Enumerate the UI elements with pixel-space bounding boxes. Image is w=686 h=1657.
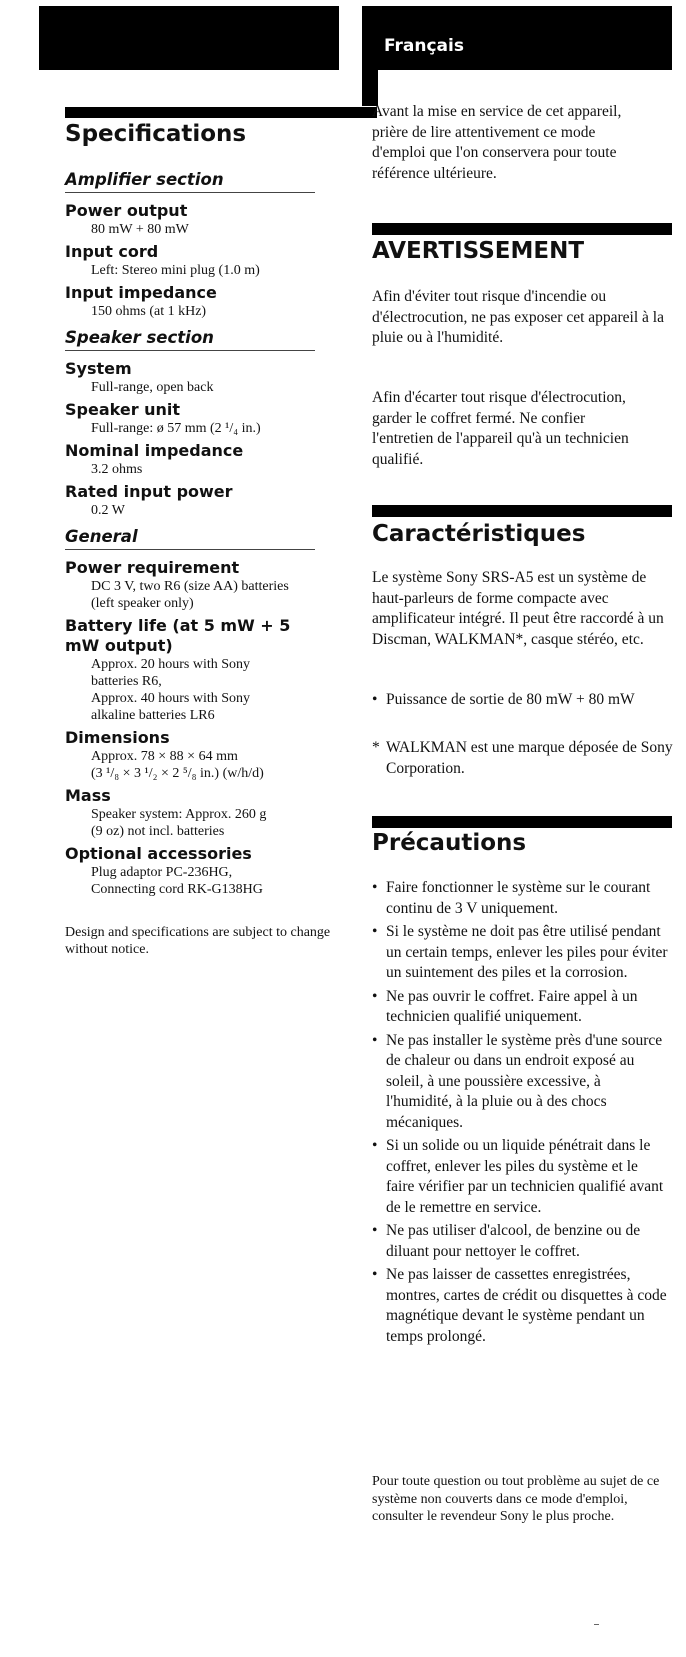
list-item: • Faire fonctionner le système sur le courant continu de 3 V uniquement. xyxy=(372,878,668,919)
spec-value: alkaline batteries LR6 xyxy=(91,708,215,723)
language-label: Français xyxy=(384,36,464,56)
section-heading-speaker: Speaker section xyxy=(65,328,315,351)
avertissement-title: AVERTISSEMENT xyxy=(372,238,585,264)
section-heading-amplifier: Amplifier section xyxy=(65,170,315,193)
spec-label: Nominal impedance xyxy=(65,441,244,460)
specifications-title-rule xyxy=(65,107,377,118)
caracteristiques-rule xyxy=(372,505,672,517)
spec-label: Input cord xyxy=(65,242,159,261)
spec-label: Mass xyxy=(65,786,111,805)
specifications-footnote: Design and specifications are subject to change without notice. xyxy=(65,925,331,957)
spec-label: Dimensions xyxy=(65,728,170,747)
spec-value: Approx. 78 × 88 × 64 mm xyxy=(91,749,238,764)
caracteristiques-title: Caractéristiques xyxy=(372,521,586,547)
list-item: • Ne pas ouvrir le coffret. Faire appel à un technicien qualifié uniquement. xyxy=(372,987,668,1028)
spec-label: Optional accessories xyxy=(65,844,252,863)
intro-paragraph: Avant la mise en service de cet appareil, prière de lire attentivement ce mode d'emploi que l'on conservera pour toute référence ultérieure. xyxy=(372,103,622,182)
spec-label: Input impedance xyxy=(65,283,217,302)
list-item: • Puissance de sortie de 80 mW + 80 mW xyxy=(372,690,662,711)
specifications-body xyxy=(65,170,331,958)
spec-value: (9 oz) not incl. batteries xyxy=(91,824,225,839)
walkman-note xyxy=(372,738,676,779)
spec-value: Plug adaptor PC-236HG, xyxy=(91,865,233,880)
spec-label: Power requirement xyxy=(65,558,240,577)
spec-value: (left speaker only) xyxy=(91,596,194,611)
list-item: • Si le système ne doit pas être utilisé pendant un certain temps, enlever les piles pour éviter un suintement des piles et la corrosion. xyxy=(372,922,668,984)
spec-value: Speaker system: Approx. 260 g xyxy=(91,807,267,822)
page-mark xyxy=(594,1624,599,1625)
caracteristiques-bullet-list xyxy=(372,690,662,711)
spec-value: Full-range: ø 57 mm (2 ¹/₄ in.) xyxy=(91,421,261,436)
spec-value: Approx. 40 hours with Sony xyxy=(91,691,251,706)
precautions-list xyxy=(372,878,668,1347)
language-tab-marker xyxy=(362,70,378,106)
list-item: • Ne pas utiliser d'alcool, de benzine ou de diluant pour nettoyer le coffret. xyxy=(372,1221,668,1262)
spec-value: batteries R6, xyxy=(91,674,162,689)
caracteristiques-paragraph: Le système Sony SRS-A5 est un système de haut-parleurs de forme compacte avec amplificateur intégré. Il peut être raccordé à un Discman, WALKMAN*, casque stéréo, etc. xyxy=(372,569,664,648)
spec-value: Full-range, open back xyxy=(91,380,214,395)
spec-label: Speaker unit xyxy=(65,400,181,419)
avertissement-paragraph-2: Afin d'écarter tout risque d'électrocution, garder le coffret fermé. Ne confier l'entretien de l'appareil qu'à un technicien qualifié. xyxy=(372,389,629,468)
avertissement-paragraph-1: Afin d'éviter tout risque d'incendie ou d'électrocution, ne pas exposer cet appareil à la pluie ou à l'humidité. xyxy=(372,288,664,346)
precautions-title: Précautions xyxy=(372,830,527,856)
list-item: • Si un solide ou un liquide pénétrait dans le coffret, enlever les piles du système et le faire vérifier par un technicien qualifié avant de le remettre en service. xyxy=(372,1136,668,1218)
spec-value: 0.2 W xyxy=(91,503,125,518)
spec-label: Rated input power xyxy=(65,482,233,501)
spec-value: (3 ¹/₈ × 3 ¹/₂ × 2 ⁵/₈ in.) (w/h/d) xyxy=(91,766,264,781)
note-text: WALKMAN est une marque déposée de Sony Corporation. xyxy=(386,739,673,777)
list-item: • Ne pas installer le système près d'une source de chaleur ou dans un endroit exposé au soleil, à une poussière excessive, à l'humidité, à la pluie ou à des chocs mécaniques. xyxy=(372,1031,668,1134)
spec-value: DC 3 V, two R6 (size AA) batteries xyxy=(91,579,289,594)
avertissement-rule xyxy=(372,223,672,235)
spec-value: 3.2 ohms xyxy=(91,462,143,477)
spec-label: Battery life (at 5 mW + 5 mW output) xyxy=(65,616,291,655)
precautions-closing: Pour toute question ou tout problème au sujet de ce système non couverts dans ce mode d'emploi, consulter le revendeur Sony le plus proche. xyxy=(372,1474,660,1524)
spec-value: Approx. 20 hours with Sony xyxy=(91,657,251,672)
spec-label: Power output xyxy=(65,201,188,220)
spec-value: Connecting cord RK-G138HG xyxy=(91,882,263,897)
left-header-bar xyxy=(39,6,339,70)
spec-value: Left: Stereo mini plug (1.0 m) xyxy=(91,263,260,278)
spec-value: 80 mW + 80 mW xyxy=(91,222,189,237)
precautions-rule xyxy=(372,816,672,828)
section-heading-general: General xyxy=(65,527,315,550)
spec-label: System xyxy=(65,359,132,378)
list-item: • Ne pas laisser de cassettes enregistrées, montres, cartes de crédit ou disquettes à code magnétique devant le système pendant un temps prolongé. xyxy=(372,1265,668,1347)
specifications-title: Specifications xyxy=(65,121,247,147)
note-star: * xyxy=(372,739,380,756)
spec-value: 150 ohms (at 1 kHz) xyxy=(91,304,207,319)
